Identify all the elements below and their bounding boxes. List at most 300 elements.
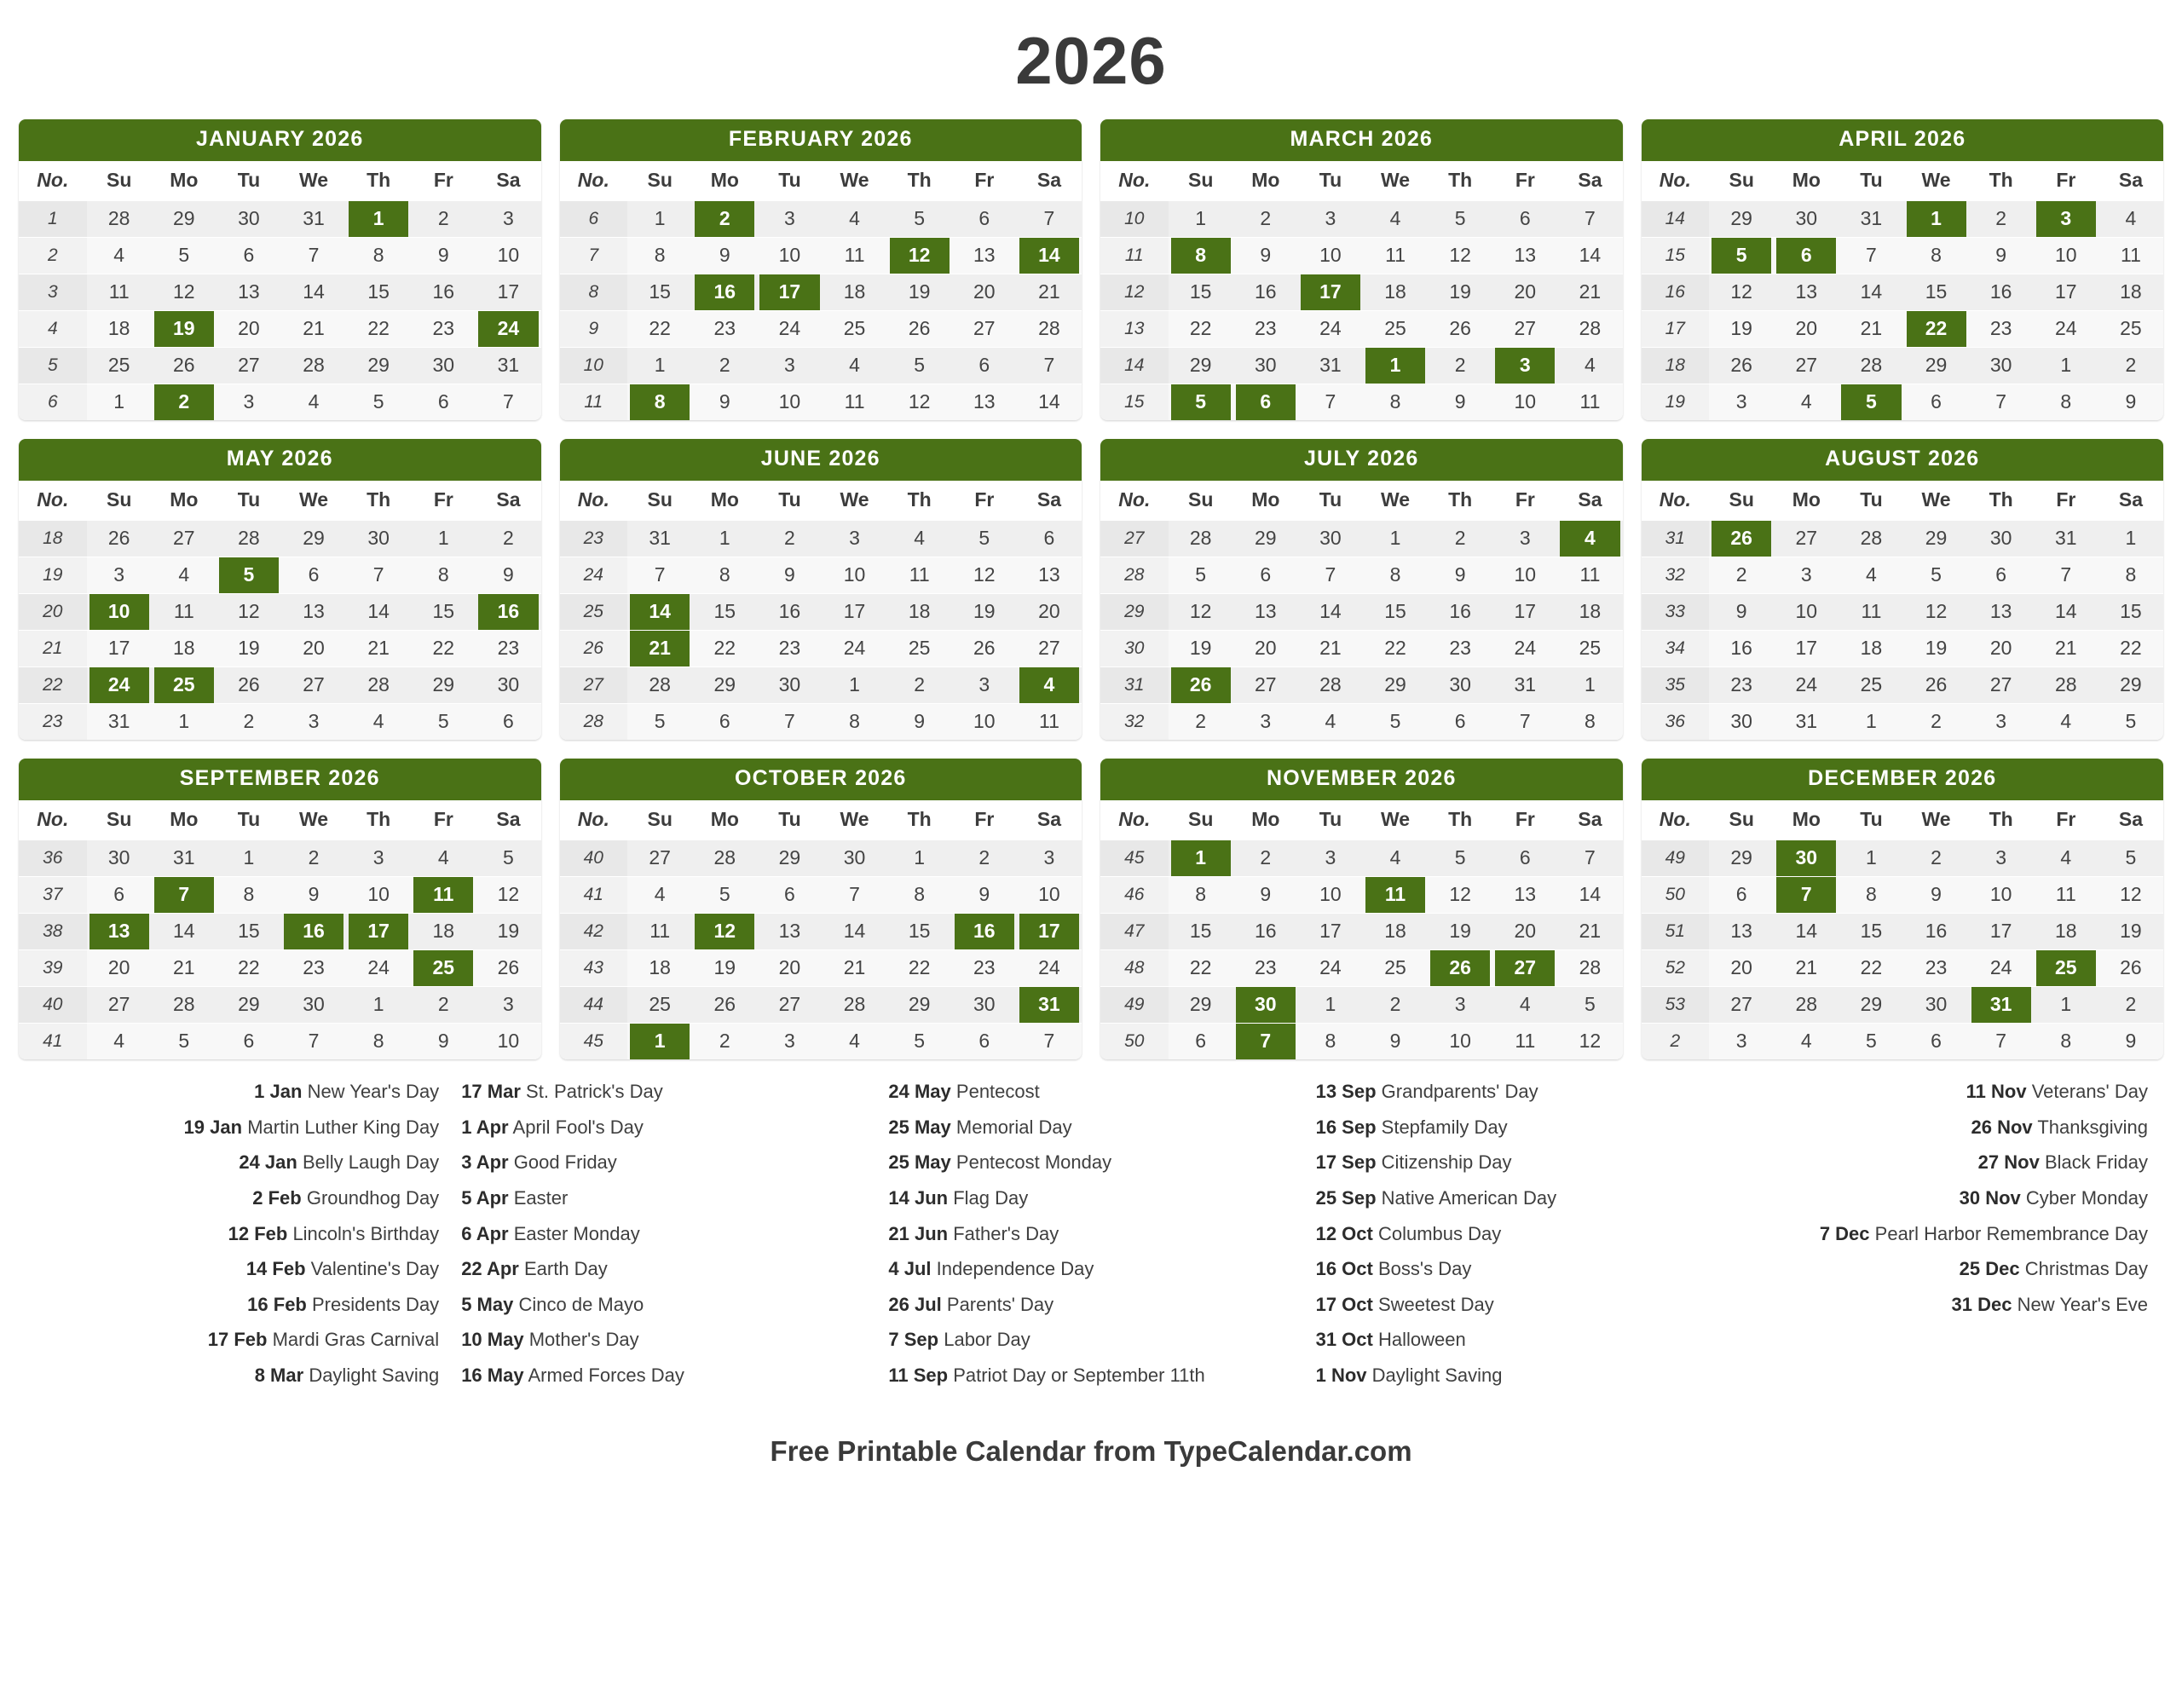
day-cell[interactable]: 7 <box>346 557 411 594</box>
day-cell[interactable]: 31 <box>476 348 540 384</box>
day-cell[interactable]: 5 <box>1363 704 1428 741</box>
day-cell[interactable]: 20 <box>1017 594 1082 631</box>
day-cell[interactable]: 28 <box>2034 667 2098 704</box>
day-cell[interactable]: 3 <box>1492 521 1557 557</box>
day-cell[interactable]: 12 <box>152 274 216 311</box>
day-cell[interactable]: 6 <box>1904 1024 1969 1060</box>
day-cell[interactable]: 6 <box>1428 704 1492 741</box>
day-cell-holiday[interactable] <box>1904 311 1969 348</box>
day-cell[interactable]: 6 <box>281 557 346 594</box>
day-cell[interactable]: 29 <box>2098 667 2163 704</box>
day-cell-holiday[interactable] <box>1017 667 1082 704</box>
day-cell[interactable]: 23 <box>1969 311 2034 348</box>
day-cell[interactable]: 7 <box>1017 201 1082 238</box>
day-cell[interactable]: 27 <box>952 311 1017 348</box>
day-cell[interactable]: 2 <box>887 667 952 704</box>
day-cell[interactable]: 3 <box>1774 557 1839 594</box>
day-cell[interactable]: 20 <box>1492 914 1557 950</box>
day-cell[interactable]: 26 <box>2098 950 2163 987</box>
day-cell[interactable]: 27 <box>87 987 152 1024</box>
day-cell[interactable]: 10 <box>757 238 822 274</box>
day-cell[interactable]: 4 <box>887 521 952 557</box>
day-cell[interactable]: 3 <box>757 201 822 238</box>
day-cell[interactable]: 6 <box>1492 840 1557 877</box>
day-cell[interactable]: 27 <box>1017 631 1082 667</box>
day-cell[interactable]: 15 <box>346 274 411 311</box>
day-cell[interactable]: 1 <box>692 521 757 557</box>
day-cell[interactable]: 24 <box>1298 311 1363 348</box>
day-cell[interactable]: 6 <box>476 704 540 741</box>
day-cell[interactable]: 31 <box>2034 521 2098 557</box>
day-cell[interactable]: 26 <box>1709 348 1774 384</box>
day-cell[interactable]: 6 <box>411 384 476 421</box>
day-cell[interactable]: 5 <box>887 348 952 384</box>
day-cell[interactable]: 28 <box>281 348 346 384</box>
day-cell[interactable]: 4 <box>627 877 692 914</box>
day-cell[interactable]: 30 <box>757 667 822 704</box>
day-cell-holiday[interactable] <box>1969 987 2034 1024</box>
day-cell[interactable]: 23 <box>281 950 346 987</box>
day-cell[interactable]: 9 <box>1904 877 1969 914</box>
day-cell[interactable]: 9 <box>1233 238 1298 274</box>
day-cell[interactable]: 24 <box>1774 667 1839 704</box>
day-cell[interactable]: 31 <box>1298 348 1363 384</box>
day-cell[interactable]: 4 <box>1774 1024 1839 1060</box>
day-cell[interactable]: 7 <box>1557 840 1622 877</box>
day-cell[interactable]: 1 <box>87 384 152 421</box>
day-cell[interactable]: 13 <box>952 238 1017 274</box>
day-cell[interactable]: 20 <box>1969 631 2034 667</box>
day-cell[interactable]: 4 <box>87 238 152 274</box>
day-cell-holiday[interactable] <box>152 877 216 914</box>
day-cell[interactable]: 18 <box>1839 631 1903 667</box>
day-cell[interactable]: 11 <box>823 238 887 274</box>
day-cell[interactable]: 29 <box>216 987 281 1024</box>
day-cell[interactable]: 29 <box>1169 348 1233 384</box>
day-cell[interactable]: 14 <box>1017 384 1082 421</box>
day-cell[interactable]: 6 <box>216 238 281 274</box>
day-cell[interactable]: 22 <box>1839 950 1903 987</box>
day-cell[interactable]: 6 <box>757 877 822 914</box>
day-cell[interactable]: 23 <box>1233 311 1298 348</box>
day-cell[interactable]: 2 <box>1969 201 2034 238</box>
day-cell[interactable]: 9 <box>1428 384 1492 421</box>
day-cell[interactable]: 12 <box>1428 877 1492 914</box>
day-cell[interactable]: 5 <box>1904 557 1969 594</box>
day-cell[interactable]: 22 <box>1169 311 1233 348</box>
day-cell[interactable]: 5 <box>2098 840 2163 877</box>
day-cell-holiday[interactable] <box>281 914 346 950</box>
day-cell[interactable]: 10 <box>1298 877 1363 914</box>
day-cell[interactable]: 4 <box>823 1024 887 1060</box>
day-cell[interactable]: 7 <box>281 1024 346 1060</box>
day-cell[interactable]: 7 <box>1017 1024 1082 1060</box>
day-cell[interactable]: 25 <box>887 631 952 667</box>
day-cell[interactable]: 8 <box>823 704 887 741</box>
day-cell[interactable]: 5 <box>2098 704 2163 741</box>
day-cell[interactable]: 14 <box>281 274 346 311</box>
day-cell[interactable]: 23 <box>1428 631 1492 667</box>
day-cell[interactable]: 5 <box>152 238 216 274</box>
day-cell[interactable]: 22 <box>1169 950 1233 987</box>
day-cell[interactable]: 7 <box>2034 557 2098 594</box>
day-cell[interactable]: 5 <box>346 384 411 421</box>
day-cell[interactable]: 12 <box>2098 877 2163 914</box>
day-cell[interactable]: 13 <box>1774 274 1839 311</box>
day-cell[interactable]: 4 <box>411 840 476 877</box>
day-cell[interactable]: 8 <box>1839 877 1903 914</box>
day-cell[interactable]: 15 <box>1363 594 1428 631</box>
day-cell-holiday[interactable] <box>627 384 692 421</box>
day-cell[interactable]: 10 <box>476 1024 540 1060</box>
day-cell[interactable]: 28 <box>1839 348 1903 384</box>
day-cell[interactable]: 20 <box>281 631 346 667</box>
day-cell[interactable]: 30 <box>346 521 411 557</box>
day-cell[interactable]: 30 <box>1709 704 1774 741</box>
day-cell[interactable]: 17 <box>1969 914 2034 950</box>
day-cell[interactable]: 31 <box>1839 201 1903 238</box>
day-cell[interactable]: 29 <box>411 667 476 704</box>
day-cell[interactable]: 17 <box>1492 594 1557 631</box>
day-cell[interactable]: 15 <box>627 274 692 311</box>
day-cell[interactable]: 5 <box>692 877 757 914</box>
day-cell[interactable]: 2 <box>2098 987 2163 1024</box>
day-cell[interactable]: 25 <box>1363 311 1428 348</box>
day-cell[interactable]: 4 <box>1774 384 1839 421</box>
day-cell[interactable]: 30 <box>1774 201 1839 238</box>
day-cell[interactable]: 2 <box>2098 348 2163 384</box>
day-cell[interactable]: 18 <box>2098 274 2163 311</box>
day-cell[interactable]: 20 <box>1233 631 1298 667</box>
day-cell[interactable]: 5 <box>476 840 540 877</box>
day-cell[interactable]: 8 <box>1363 384 1428 421</box>
day-cell[interactable]: 4 <box>2034 704 2098 741</box>
day-cell[interactable]: 2 <box>411 987 476 1024</box>
day-cell-holiday[interactable] <box>216 557 281 594</box>
day-cell-holiday[interactable] <box>411 877 476 914</box>
day-cell[interactable]: 8 <box>346 238 411 274</box>
day-cell[interactable]: 7 <box>1298 557 1363 594</box>
day-cell-holiday[interactable] <box>692 201 757 238</box>
day-cell[interactable]: 16 <box>1904 914 1969 950</box>
day-cell[interactable]: 14 <box>1839 274 1903 311</box>
day-cell[interactable]: 5 <box>411 704 476 741</box>
day-cell[interactable]: 29 <box>1363 667 1428 704</box>
day-cell-holiday[interactable] <box>346 201 411 238</box>
day-cell[interactable]: 31 <box>281 201 346 238</box>
day-cell[interactable]: 13 <box>952 384 1017 421</box>
day-cell[interactable]: 2 <box>1709 557 1774 594</box>
day-cell[interactable]: 24 <box>757 311 822 348</box>
day-cell[interactable]: 9 <box>281 877 346 914</box>
day-cell[interactable]: 30 <box>476 667 540 704</box>
day-cell[interactable]: 5 <box>1557 987 1622 1024</box>
day-cell[interactable]: 13 <box>1492 238 1557 274</box>
day-cell[interactable]: 16 <box>411 274 476 311</box>
day-cell[interactable]: 6 <box>952 348 1017 384</box>
day-cell[interactable]: 9 <box>2098 1024 2163 1060</box>
day-cell[interactable]: 10 <box>1774 594 1839 631</box>
day-cell[interactable]: 22 <box>692 631 757 667</box>
day-cell[interactable]: 16 <box>757 594 822 631</box>
day-cell[interactable]: 7 <box>757 704 822 741</box>
day-cell-holiday[interactable] <box>87 667 152 704</box>
day-cell[interactable]: 31 <box>627 521 692 557</box>
day-cell[interactable]: 19 <box>1904 631 1969 667</box>
day-cell[interactable]: 3 <box>823 521 887 557</box>
day-cell-holiday[interactable] <box>1169 667 1233 704</box>
day-cell[interactable]: 12 <box>1709 274 1774 311</box>
day-cell[interactable]: 24 <box>1969 950 2034 987</box>
day-cell[interactable]: 4 <box>1492 987 1557 1024</box>
day-cell[interactable]: 11 <box>1839 594 1903 631</box>
day-cell[interactable]: 14 <box>152 914 216 950</box>
day-cell[interactable]: 19 <box>2098 914 2163 950</box>
day-cell-holiday[interactable] <box>1169 840 1233 877</box>
day-cell[interactable]: 23 <box>1709 667 1774 704</box>
day-cell-holiday[interactable] <box>1233 1024 1298 1060</box>
day-cell[interactable]: 10 <box>1492 384 1557 421</box>
day-cell[interactable]: 3 <box>216 384 281 421</box>
day-cell[interactable]: 8 <box>1169 877 1233 914</box>
day-cell[interactable]: 29 <box>1709 201 1774 238</box>
day-cell[interactable]: 19 <box>1428 274 1492 311</box>
day-cell[interactable]: 7 <box>1969 384 2034 421</box>
day-cell[interactable]: 3 <box>1709 384 1774 421</box>
day-cell[interactable]: 3 <box>757 1024 822 1060</box>
day-cell[interactable]: 29 <box>1709 840 1774 877</box>
day-cell[interactable]: 8 <box>1904 238 1969 274</box>
day-cell[interactable]: 9 <box>692 384 757 421</box>
day-cell-holiday[interactable] <box>952 914 1017 950</box>
day-cell[interactable]: 4 <box>2098 201 2163 238</box>
day-cell[interactable]: 1 <box>1839 704 1903 741</box>
day-cell-holiday[interactable] <box>2034 201 2098 238</box>
day-cell[interactable]: 5 <box>887 1024 952 1060</box>
day-cell[interactable]: 8 <box>1557 704 1622 741</box>
day-cell[interactable]: 24 <box>346 950 411 987</box>
day-cell[interactable]: 2 <box>757 521 822 557</box>
day-cell[interactable]: 28 <box>1774 987 1839 1024</box>
day-cell[interactable]: 29 <box>346 348 411 384</box>
day-cell[interactable]: 22 <box>2098 631 2163 667</box>
day-cell[interactable]: 13 <box>1969 594 2034 631</box>
day-cell[interactable]: 26 <box>692 987 757 1024</box>
day-cell[interactable]: 3 <box>1709 1024 1774 1060</box>
day-cell[interactable]: 27 <box>1233 667 1298 704</box>
day-cell[interactable]: 26 <box>952 631 1017 667</box>
day-cell-holiday[interactable] <box>627 594 692 631</box>
day-cell[interactable]: 4 <box>1557 348 1622 384</box>
day-cell[interactable]: 14 <box>346 594 411 631</box>
day-cell[interactable]: 14 <box>1298 594 1363 631</box>
day-cell-holiday[interactable] <box>887 238 952 274</box>
day-cell[interactable]: 21 <box>1774 950 1839 987</box>
day-cell[interactable]: 19 <box>1428 914 1492 950</box>
day-cell-holiday[interactable] <box>1557 521 1622 557</box>
day-cell[interactable]: 6 <box>952 1024 1017 1060</box>
day-cell[interactable]: 2 <box>1169 704 1233 741</box>
day-cell[interactable]: 2 <box>216 704 281 741</box>
day-cell[interactable]: 31 <box>87 704 152 741</box>
day-cell[interactable]: 9 <box>476 557 540 594</box>
day-cell[interactable]: 8 <box>216 877 281 914</box>
day-cell[interactable]: 18 <box>823 274 887 311</box>
day-cell-holiday[interactable] <box>627 631 692 667</box>
day-cell[interactable]: 2 <box>1233 840 1298 877</box>
day-cell[interactable]: 28 <box>1017 311 1082 348</box>
day-cell[interactable]: 23 <box>476 631 540 667</box>
day-cell[interactable]: 5 <box>1428 201 1492 238</box>
day-cell[interactable]: 9 <box>411 238 476 274</box>
day-cell[interactable]: 27 <box>1969 667 2034 704</box>
day-cell[interactable]: 10 <box>823 557 887 594</box>
day-cell[interactable]: 11 <box>152 594 216 631</box>
day-cell[interactable]: 7 <box>1969 1024 2034 1060</box>
day-cell[interactable]: 27 <box>1774 521 1839 557</box>
day-cell[interactable]: 10 <box>346 877 411 914</box>
day-cell-holiday[interactable] <box>346 914 411 950</box>
day-cell[interactable]: 11 <box>1557 557 1622 594</box>
day-cell[interactable]: 7 <box>476 384 540 421</box>
day-cell[interactable]: 27 <box>152 521 216 557</box>
day-cell[interactable]: 8 <box>692 557 757 594</box>
day-cell[interactable]: 23 <box>952 950 1017 987</box>
day-cell[interactable]: 30 <box>216 201 281 238</box>
day-cell[interactable]: 31 <box>152 840 216 877</box>
day-cell[interactable]: 30 <box>823 840 887 877</box>
day-cell[interactable]: 14 <box>823 914 887 950</box>
day-cell[interactable]: 29 <box>1904 348 1969 384</box>
day-cell[interactable]: 18 <box>411 914 476 950</box>
day-cell[interactable]: 11 <box>1492 1024 1557 1060</box>
day-cell[interactable]: 22 <box>216 950 281 987</box>
day-cell[interactable]: 17 <box>476 274 540 311</box>
day-cell[interactable]: 9 <box>1969 238 2034 274</box>
day-cell[interactable]: 2 <box>692 1024 757 1060</box>
day-cell[interactable]: 18 <box>1363 274 1428 311</box>
day-cell-holiday[interactable] <box>627 1024 692 1060</box>
day-cell[interactable]: 7 <box>281 238 346 274</box>
day-cell[interactable]: 25 <box>87 348 152 384</box>
day-cell-holiday[interactable] <box>411 950 476 987</box>
day-cell[interactable]: 24 <box>1017 950 1082 987</box>
day-cell[interactable]: 28 <box>152 987 216 1024</box>
day-cell-holiday[interactable] <box>1709 238 1774 274</box>
day-cell[interactable]: 18 <box>1557 594 1622 631</box>
day-cell[interactable]: 11 <box>823 384 887 421</box>
day-cell-holiday[interactable] <box>1492 348 1557 384</box>
day-cell[interactable]: 8 <box>2034 1024 2098 1060</box>
day-cell[interactable]: 2 <box>281 840 346 877</box>
day-cell[interactable]: 22 <box>1363 631 1428 667</box>
day-cell[interactable]: 2 <box>1428 521 1492 557</box>
day-cell[interactable]: 17 <box>823 594 887 631</box>
day-cell[interactable]: 1 <box>411 521 476 557</box>
day-cell[interactable]: 25 <box>627 987 692 1024</box>
day-cell[interactable]: 29 <box>1169 987 1233 1024</box>
day-cell[interactable]: 15 <box>216 914 281 950</box>
day-cell[interactable]: 12 <box>1169 594 1233 631</box>
day-cell[interactable]: 28 <box>87 201 152 238</box>
day-cell[interactable]: 4 <box>1839 557 1903 594</box>
day-cell[interactable]: 21 <box>1839 311 1903 348</box>
day-cell[interactable]: 26 <box>887 311 952 348</box>
day-cell-holiday[interactable] <box>1492 950 1557 987</box>
day-cell[interactable]: 22 <box>887 950 952 987</box>
day-cell[interactable]: 3 <box>1233 704 1298 741</box>
day-cell-holiday[interactable] <box>1774 877 1839 914</box>
day-cell[interactable]: 11 <box>1017 704 1082 741</box>
day-cell[interactable]: 8 <box>411 557 476 594</box>
day-cell-holiday[interactable] <box>1774 840 1839 877</box>
day-cell[interactable]: 19 <box>1169 631 1233 667</box>
day-cell[interactable]: 20 <box>216 311 281 348</box>
day-cell[interactable]: 20 <box>1492 274 1557 311</box>
day-cell[interactable]: 18 <box>87 311 152 348</box>
day-cell[interactable]: 29 <box>1839 987 1903 1024</box>
day-cell[interactable]: 12 <box>887 384 952 421</box>
day-cell[interactable]: 4 <box>1363 201 1428 238</box>
day-cell[interactable]: 19 <box>887 274 952 311</box>
day-cell[interactable]: 1 <box>1169 201 1233 238</box>
day-cell[interactable]: 28 <box>1557 311 1622 348</box>
day-cell[interactable]: 11 <box>1557 384 1622 421</box>
day-cell[interactable]: 1 <box>1839 840 1903 877</box>
day-cell[interactable]: 4 <box>823 201 887 238</box>
day-cell[interactable]: 10 <box>952 704 1017 741</box>
day-cell[interactable]: 6 <box>87 877 152 914</box>
day-cell[interactable]: 16 <box>1428 594 1492 631</box>
day-cell-holiday[interactable] <box>757 274 822 311</box>
day-cell[interactable]: 3 <box>281 704 346 741</box>
day-cell[interactable]: 12 <box>1557 1024 1622 1060</box>
day-cell[interactable]: 17 <box>1774 631 1839 667</box>
day-cell[interactable]: 27 <box>1774 348 1839 384</box>
day-cell[interactable]: 30 <box>1969 521 2034 557</box>
day-cell[interactable]: 6 <box>1904 384 1969 421</box>
day-cell[interactable]: 30 <box>952 987 1017 1024</box>
day-cell[interactable]: 5 <box>1839 1024 1903 1060</box>
day-cell-holiday[interactable] <box>152 311 216 348</box>
day-cell[interactable]: 29 <box>1904 521 1969 557</box>
day-cell[interactable]: 24 <box>2034 311 2098 348</box>
day-cell[interactable]: 15 <box>1904 274 1969 311</box>
day-cell[interactable]: 29 <box>757 840 822 877</box>
day-cell[interactable]: 2 <box>692 348 757 384</box>
day-cell[interactable]: 28 <box>692 840 757 877</box>
day-cell[interactable]: 6 <box>1233 557 1298 594</box>
day-cell[interactable]: 26 <box>1428 311 1492 348</box>
day-cell-holiday[interactable] <box>1017 987 1082 1024</box>
day-cell[interactable]: 21 <box>1298 631 1363 667</box>
day-cell[interactable]: 21 <box>1017 274 1082 311</box>
day-cell[interactable]: 12 <box>1904 594 1969 631</box>
day-cell[interactable]: 7 <box>1298 384 1363 421</box>
day-cell-holiday[interactable] <box>1839 384 1903 421</box>
day-cell[interactable]: 5 <box>1428 840 1492 877</box>
day-cell[interactable]: 18 <box>627 950 692 987</box>
day-cell[interactable]: 22 <box>411 631 476 667</box>
day-cell[interactable]: 20 <box>1709 950 1774 987</box>
day-cell[interactable]: 17 <box>87 631 152 667</box>
day-cell[interactable]: 10 <box>1969 877 2034 914</box>
day-cell[interactable]: 10 <box>2034 238 2098 274</box>
day-cell[interactable]: 8 <box>2098 557 2163 594</box>
day-cell[interactable]: 16 <box>1969 274 2034 311</box>
day-cell[interactable]: 14 <box>1774 914 1839 950</box>
day-cell[interactable]: 25 <box>1557 631 1622 667</box>
